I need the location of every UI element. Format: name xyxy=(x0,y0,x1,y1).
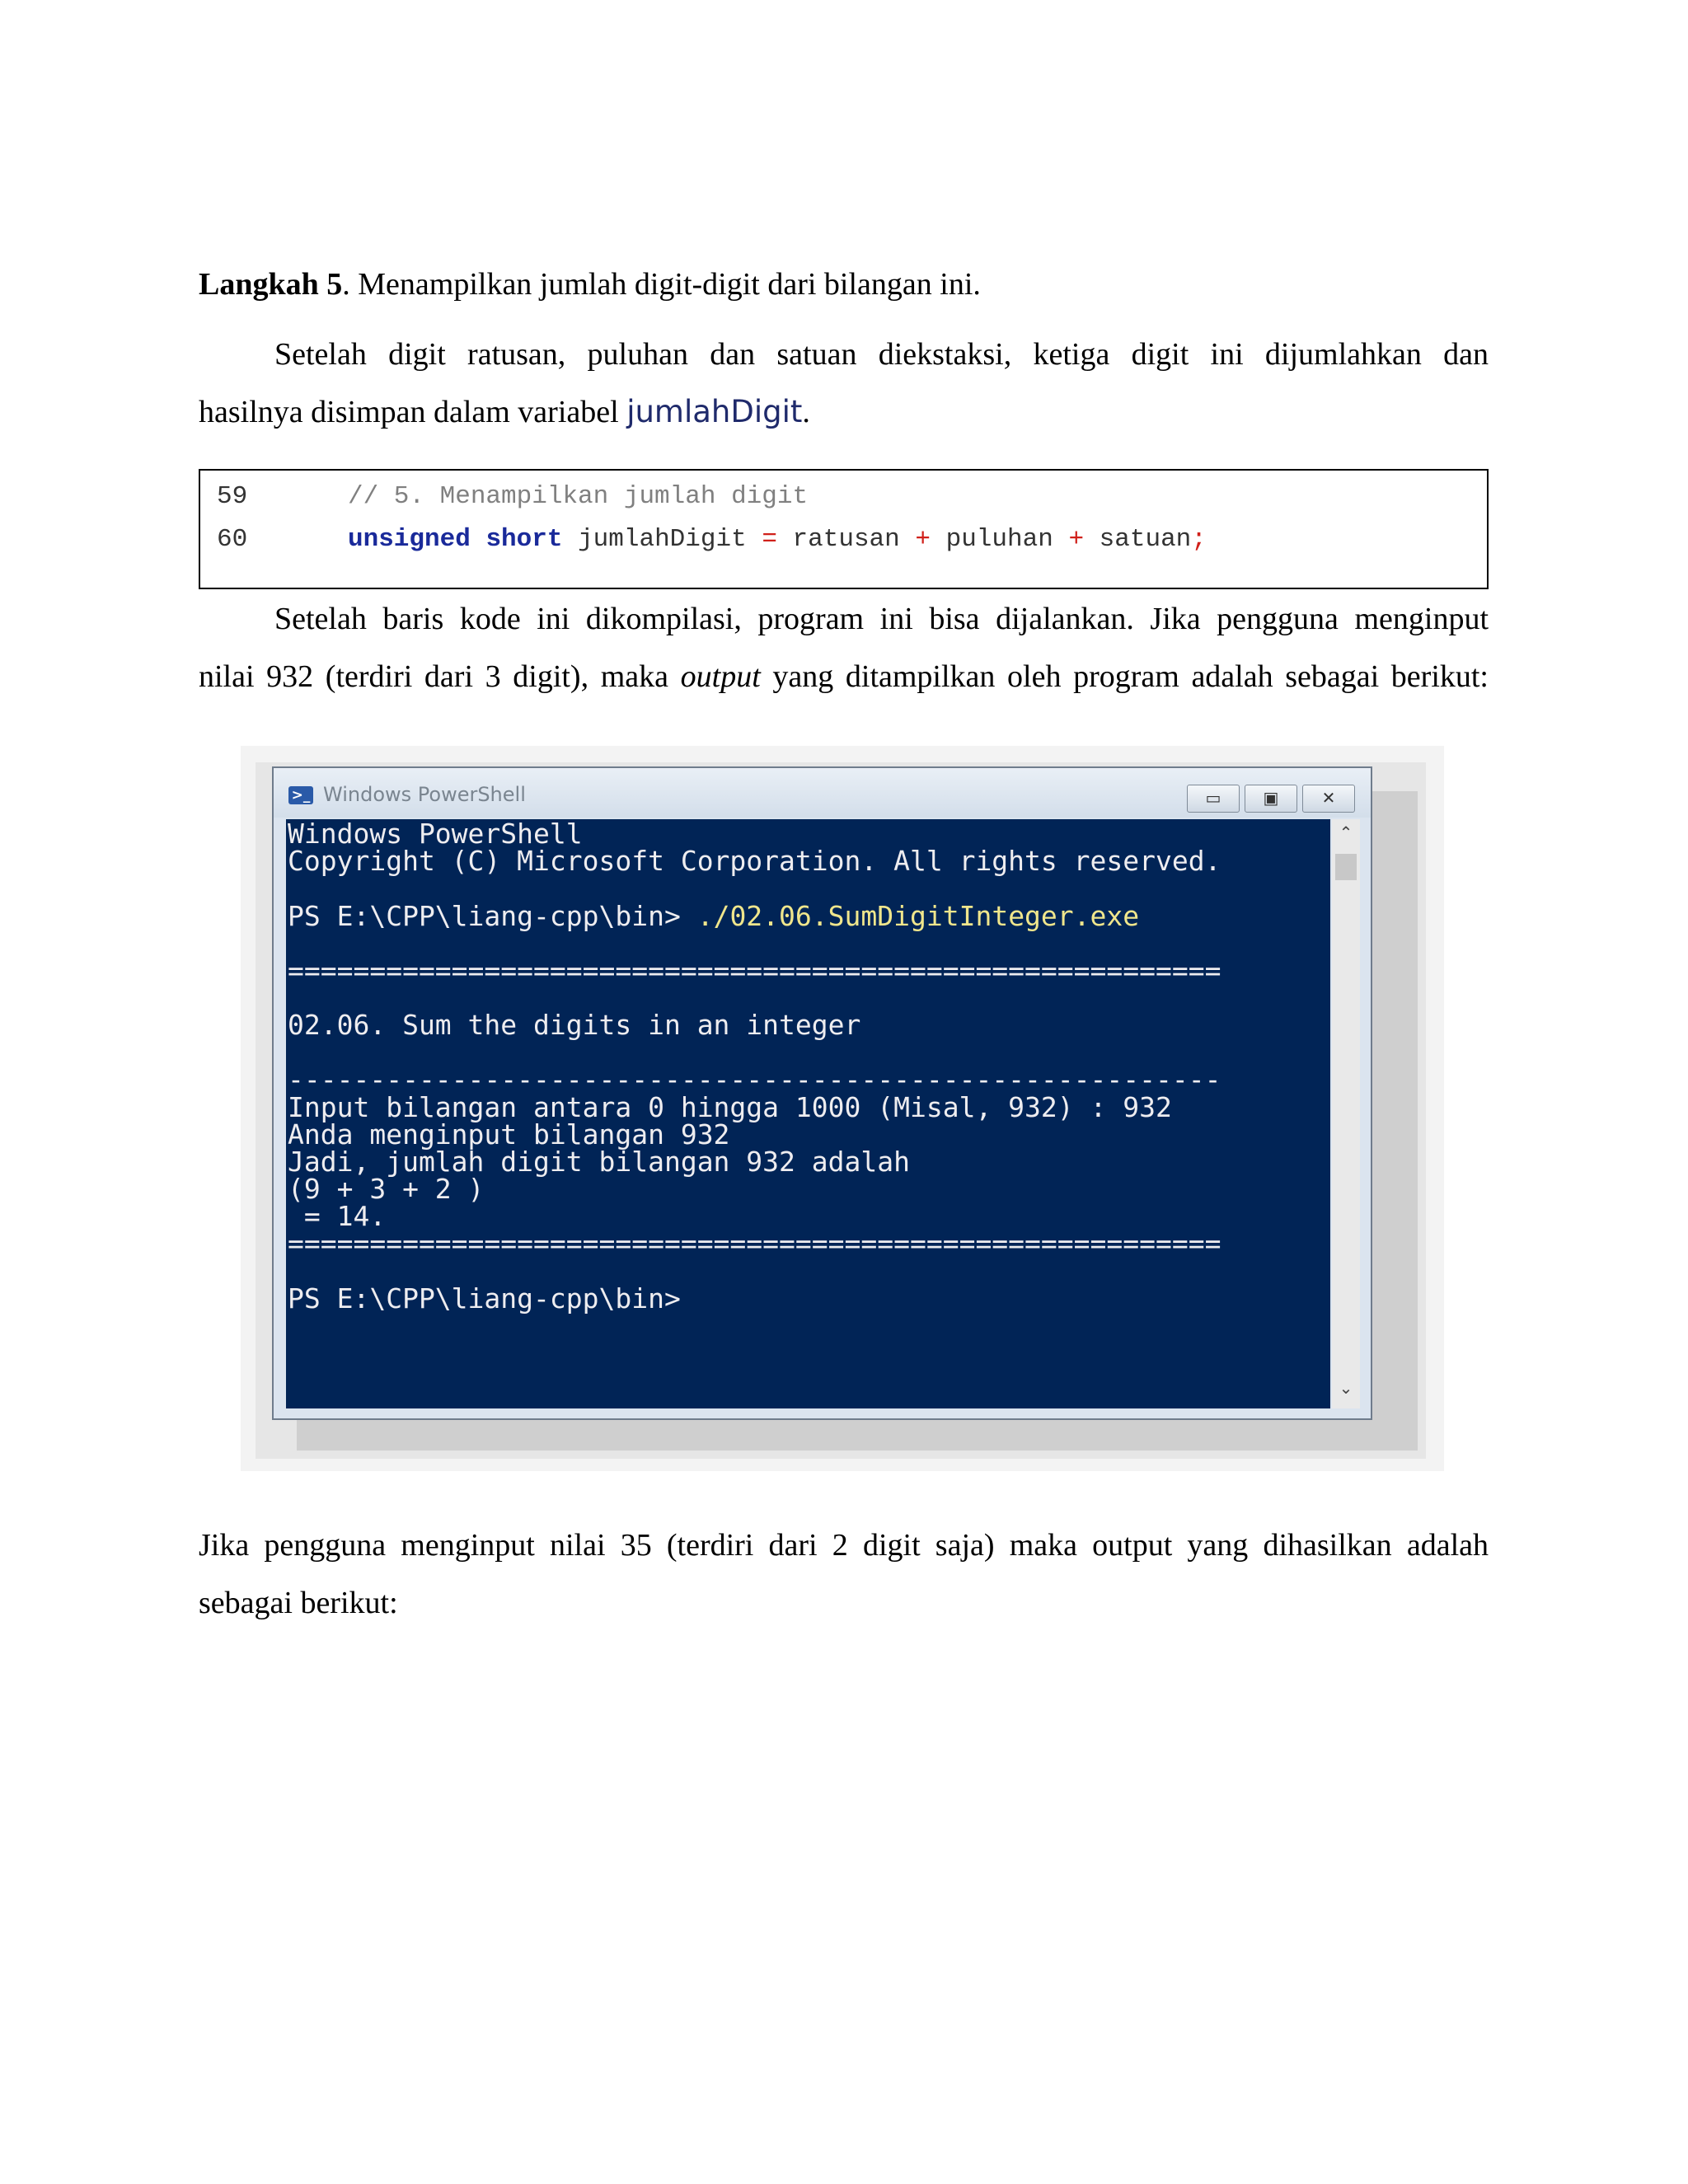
code-identifier: jumlahDigit xyxy=(578,525,747,554)
code-line-60 xyxy=(217,525,1207,554)
code-operator: = xyxy=(762,525,777,554)
para3-line1: Jika pengguna menginput nilai 35 (terdiri dari 2 digit saja) maka output yang dihasilkan adalah xyxy=(199,1528,1489,1563)
console-line: Jadi, jumlah digit bilangan 932 adalah xyxy=(288,1146,910,1178)
console-line: Copyright (C) Microsoft Corporation. All rights reserved. xyxy=(288,845,1221,877)
console-line: ========================================================= xyxy=(288,954,1221,987)
step-label: Langkah 5 xyxy=(199,267,343,302)
inline-variable: jumlahDigit xyxy=(626,394,803,429)
line-number: 60 xyxy=(217,525,248,554)
powershell-window xyxy=(272,766,1372,1420)
step-text: . Menampilkan jumlah digit-digit dari bilangan ini. xyxy=(342,267,981,302)
scrollbar-thumb[interactable] xyxy=(1335,854,1357,880)
scroll-down-icon[interactable]: ⌄ xyxy=(1339,1378,1353,1398)
console-line: --------------------------------------------------------- xyxy=(288,1063,1221,1095)
para1-line2-before: hasilnya disimpan dalam variabel xyxy=(199,395,627,429)
para1-line1: Setelah digit ratusan, puluhan dan satuan diekstaksi, ketiga digit ini dijumlahkan dan xyxy=(274,337,1489,372)
close-icon: ✕ xyxy=(1321,788,1336,808)
minimize-button[interactable] xyxy=(1187,785,1240,813)
para2-line1: Setelah baris kode ini dikompilasi, program ini bisa dijalankan. Jika pengguna menginput xyxy=(274,602,1489,636)
console-line: (9 + 3 + 2 ) xyxy=(288,1173,485,1205)
para2-italic: output xyxy=(680,659,761,694)
console-line: Windows PowerShell xyxy=(288,819,583,850)
code-identifier: ratusan xyxy=(792,525,900,554)
minimize-icon: ▭ xyxy=(1205,788,1221,808)
para2-line2-after: yang ditampilkan oleh program adalah sebagai berikut: xyxy=(760,659,1489,694)
code-comment: // 5. Menampilkan jumlah digit xyxy=(348,482,809,511)
console-output[interactable] xyxy=(286,819,1330,1408)
code-identifier: satuan xyxy=(1099,525,1192,554)
code-listing xyxy=(199,469,1489,589)
scroll-up-icon[interactable]: ⌃ xyxy=(1339,823,1353,842)
maximize-button[interactable] xyxy=(1245,785,1297,813)
console-prompt: PS E:\CPP\liang-cpp\bin> xyxy=(288,900,697,932)
window-titlebar[interactable] xyxy=(274,768,1371,818)
code-keyword: short xyxy=(485,525,563,554)
console-line: Input bilangan antara 0 hingga 1000 (Misal, 932) : 932 xyxy=(288,1091,1172,1123)
console-line: PS E:\CPP\liang-cpp\bin> xyxy=(288,1282,681,1315)
code-keyword: unsigned xyxy=(348,525,471,554)
para1-line2-after: . xyxy=(802,395,810,429)
console-line xyxy=(288,902,1139,931)
console-scrollbar[interactable] xyxy=(1332,819,1360,1408)
code-identifier: puluhan xyxy=(945,525,1053,554)
console-line: 02.06. Sum the digits in an integer xyxy=(288,1009,861,1041)
code-line-59 xyxy=(217,482,808,511)
powershell-icon: >_ xyxy=(288,786,313,804)
para2-line2-before: nilai 932 (terdiri dari 3 digit), maka xyxy=(199,659,681,694)
code-semicolon: ; xyxy=(1191,525,1207,554)
console-line: Anda menginput bilangan 932 xyxy=(288,1118,730,1151)
para1-line2 xyxy=(199,383,1489,441)
para2-line2 xyxy=(199,648,1489,705)
window-title: Windows PowerShell xyxy=(323,783,526,806)
maximize-icon: ▣ xyxy=(1263,788,1279,808)
console-line: = 14. xyxy=(288,1200,387,1232)
console-command: ./02.06.SumDigitInteger.exe xyxy=(696,900,1140,932)
code-operator: + xyxy=(915,525,931,554)
code-operator: + xyxy=(1068,525,1085,554)
line-number: 59 xyxy=(217,482,248,511)
para3-line2: sebagai berikut: xyxy=(199,1586,398,1620)
console-line: ========================================================= xyxy=(288,1227,1221,1259)
close-button[interactable] xyxy=(1302,785,1355,813)
step-heading xyxy=(199,255,1489,313)
